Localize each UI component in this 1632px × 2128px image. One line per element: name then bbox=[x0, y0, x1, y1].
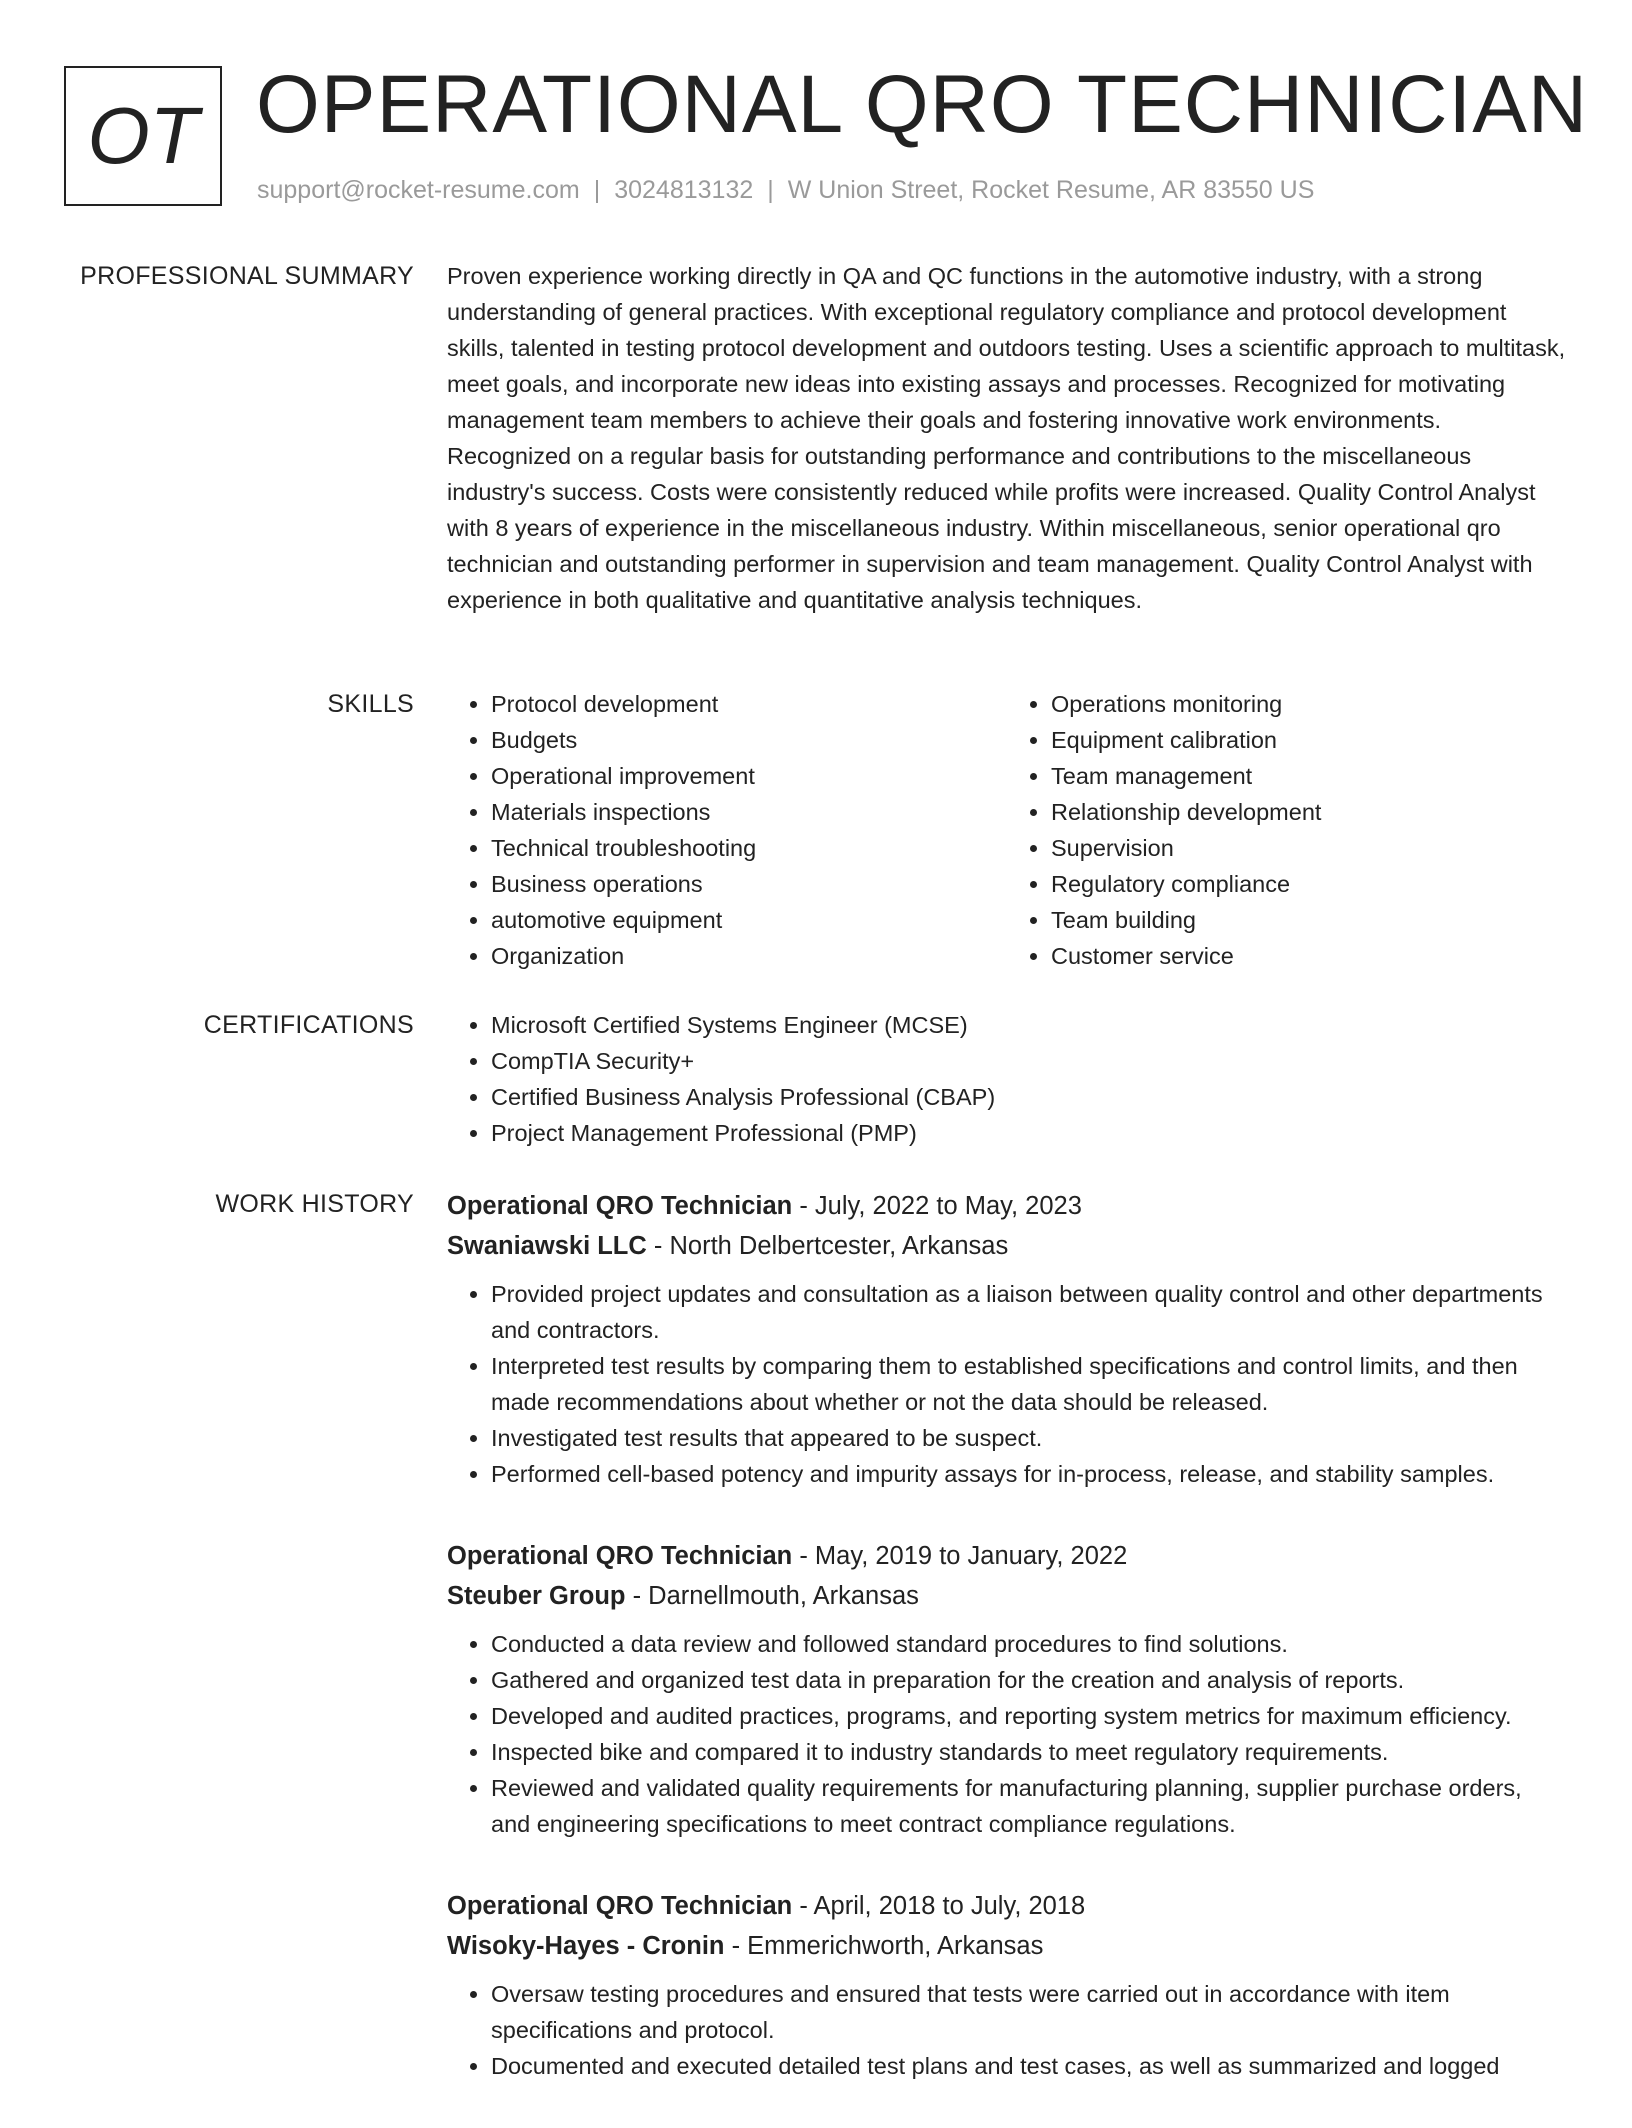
skill-item: • Protocol development bbox=[491, 686, 1007, 722]
job-company: Wisoky-Hayes - Cronin bbox=[447, 1932, 725, 1960]
certification-item: • CompTIA Security+ bbox=[491, 1043, 1567, 1079]
job-bullets bbox=[447, 1976, 1567, 2084]
candidate-name: OPERATIONAL QRO TECHNICIAN bbox=[256, 59, 1589, 150]
job-title: Operational QRO Technician bbox=[447, 1192, 793, 1220]
certification-item: • Project Management Professional (PMP) bbox=[491, 1115, 1567, 1151]
job-bullet: • Investigated test results that appeared to be suspect. bbox=[491, 1420, 1567, 1456]
work-history-label: WORK HISTORY bbox=[215, 1190, 414, 1218]
job-entry bbox=[447, 1886, 1567, 2084]
job-dates: - July, 2022 to May, 2023 bbox=[792, 1192, 1082, 1220]
skills-grid bbox=[447, 686, 1567, 974]
skill-item: • Team building bbox=[1051, 902, 1567, 938]
skill-item: • Materials inspections bbox=[491, 794, 1007, 830]
job-dates: - May, 2019 to January, 2022 bbox=[792, 1542, 1128, 1570]
job-company: Steuber Group bbox=[447, 1582, 626, 1610]
skill-item: • Supervision bbox=[1051, 830, 1567, 866]
skill-item: • Regulatory compliance bbox=[1051, 866, 1567, 902]
separator: | bbox=[767, 176, 774, 204]
job-location: - North Delbertcester, Arkansas bbox=[646, 1232, 1009, 1260]
skill-item: • Business operations bbox=[491, 866, 1007, 902]
separator: | bbox=[593, 176, 601, 204]
job-bullet: • Performed cell-based potency and impurity assays for in-process, release, and stability samples. bbox=[491, 1456, 1567, 1492]
skill-item: • Operational improvement bbox=[491, 758, 1007, 794]
job-bullet: • Oversaw testing procedures and ensured that tests were carried out in accordance with item specifications and protocol. bbox=[491, 1976, 1567, 2048]
job-entry bbox=[447, 1536, 1567, 1842]
job-bullet: • Inspected bike and compared it to industry standards to meet regulatory requirements. bbox=[491, 1734, 1567, 1770]
summary-label: PROFESSIONAL SUMMARY bbox=[80, 262, 414, 290]
contact-line bbox=[257, 172, 1314, 208]
summary-text: Proven experience working directly in QA and QC functions in the automotive industry, with a strong understanding of general practices. With exceptional regulatory compliance and protocol development skills, talented in testing protocol development and outdoors testing. Uses a scientific approach to multitask, meet goals, and incorporate new ideas into existing assays and processes. Recognized for motivating management team members to achieve their goals and fostering innovative work environments. Recognized on a regular basis for outstanding performance and contributions to the miscellaneous industry's success. Costs were consistently reduced while profits were increased. Quality Control Analyst with 8 years of experience in the miscellaneous industry. Within miscellaneous, senior operational qro technician and outstanding performer in supervision and team management. Quality Control Analyst with experience in both qualitative and quantitative analysis techniques. bbox=[447, 263, 1566, 613]
job-company: Swaniawski LLC bbox=[447, 1232, 647, 1260]
certifications-body bbox=[447, 1007, 1567, 1151]
job-title: Operational QRO Technician bbox=[447, 1542, 793, 1570]
skills-label: SKILLS bbox=[327, 690, 414, 718]
skills-list-left bbox=[447, 686, 1007, 974]
skill-item: • automotive equipment bbox=[491, 902, 1007, 938]
certifications-label: CERTIFICATIONS bbox=[203, 1011, 414, 1039]
address: W Union Street, Rocket Resume, AR 83550 US bbox=[787, 176, 1315, 204]
summary-body bbox=[447, 258, 1567, 618]
job-dates: - April, 2018 to July, 2018 bbox=[792, 1892, 1086, 1920]
work-history-body bbox=[447, 1186, 1567, 2128]
job-bullet: • Conducted a data review and followed standard procedures to find solutions. bbox=[491, 1626, 1567, 1662]
skills-list-right bbox=[1007, 686, 1567, 974]
job-title: Operational QRO Technician bbox=[447, 1892, 793, 1920]
job-location: - Emmerichworth, Arkansas bbox=[724, 1932, 1044, 1960]
job-bullet: • Developed and audited practices, programs, and reporting system metrics for maximum efficiency. bbox=[491, 1698, 1567, 1734]
skill-item: • Organization bbox=[491, 938, 1007, 974]
job-company-line bbox=[447, 1926, 1567, 1966]
email[interactable]: support@rocket-resume.com bbox=[257, 176, 580, 204]
skill-item: • Equipment calibration bbox=[1051, 722, 1567, 758]
certifications-list bbox=[447, 1007, 1567, 1151]
skill-item: • Technical troubleshooting bbox=[491, 830, 1007, 866]
job-bullet: • Provided project updates and consultation as a liaison between quality control and other departments and contractors. bbox=[491, 1276, 1567, 1348]
job-bullets bbox=[447, 1276, 1567, 1492]
monogram: OT bbox=[64, 66, 222, 206]
skill-item: • Operations monitoring bbox=[1051, 686, 1567, 722]
phone[interactable]: 3024813132 bbox=[614, 176, 754, 204]
certification-item: • Microsoft Certified Systems Engineer (MCSE) bbox=[491, 1007, 1567, 1043]
job-entry bbox=[447, 1186, 1567, 1492]
job-bullet: • Interpreted test results by comparing them to established specifications and control limits, and then made recommendations about whether or not the data should be released. bbox=[491, 1348, 1567, 1420]
certification-item: • Certified Business Analysis Professional (CBAP) bbox=[491, 1079, 1567, 1115]
skill-item: • Budgets bbox=[491, 722, 1007, 758]
job-title-line bbox=[447, 1886, 1567, 1926]
job-bullet: • Reviewed and validated quality requirements for manufacturing planning, supplier purchase orders, and engineering specifications to meet contract compliance regulations. bbox=[491, 1770, 1567, 1842]
job-bullet: • Gathered and organized test data in preparation for the creation and analysis of reports. bbox=[491, 1662, 1567, 1698]
job-title-line bbox=[447, 1186, 1567, 1226]
job-company-line bbox=[447, 1226, 1567, 1266]
skill-item: • Team management bbox=[1051, 758, 1567, 794]
job-title-line bbox=[447, 1536, 1567, 1576]
job-company-line bbox=[447, 1576, 1567, 1616]
job-location: - Darnellmouth, Arkansas bbox=[625, 1582, 919, 1610]
skill-item: • Relationship development bbox=[1051, 794, 1567, 830]
job-bullet: • Documented and executed detailed test plans and test cases, as well as summarized and logged bbox=[491, 2048, 1567, 2084]
job-bullets bbox=[447, 1626, 1567, 1842]
skill-item: • Customer service bbox=[1051, 938, 1567, 974]
